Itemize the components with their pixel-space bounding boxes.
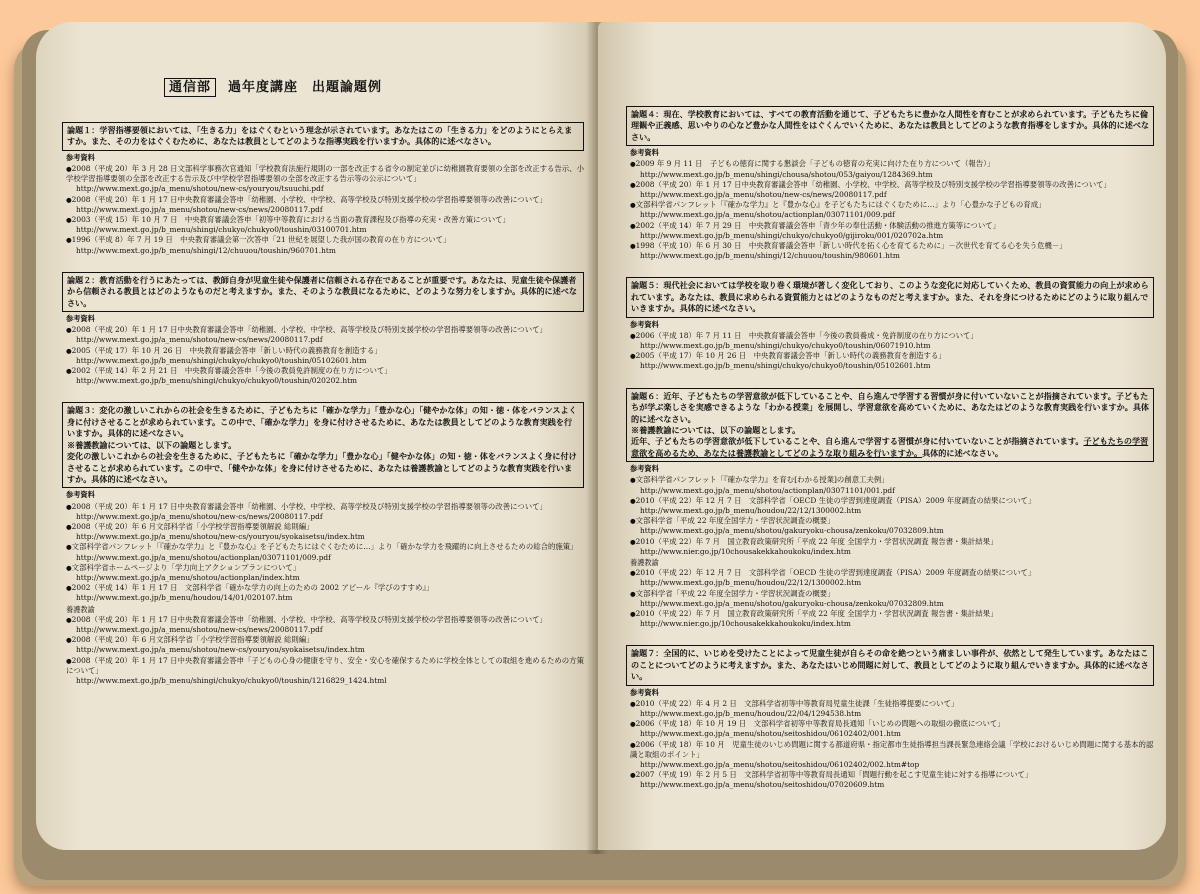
reference-item (66, 563, 584, 583)
reference-text: ● 2008（平成 20）年 3 月 28 日文部科学事務次官通知「学校教育法施行規則の一部を改正する省令の制定並びに幼稚園教育要領の全部を改正する告示、小学校学習指導要領の全部を改正する告示及び中学校学習指導要領の全部を改正する告示等の公示について」 (66, 164, 584, 184)
reference-heading: 参考資料 (630, 464, 659, 474)
reference-item (630, 496, 1154, 516)
reference-item (630, 241, 1154, 261)
reference-url: http://www.mext.go.jp/a_menu/shotou/new-cs/news/20080117.pdf (640, 190, 887, 200)
reference-url: http://www.mext.go.jp/a_menu/shotou/gakuryoku-chousa/zenkoku/07032809.htm (640, 598, 944, 608)
reference-url: http://www.mext.go.jp/a_menu/shotou/gakuryoku-chousa/zenkoku/07032809.htm (640, 526, 944, 536)
reference-item (630, 770, 1154, 790)
reference-item (66, 542, 584, 562)
reference-url: http://www.mext.go.jp/b_menu/shingi/chukyo/chukyo0/toushin/1216829_1424.html (76, 675, 387, 685)
reference-text: ● 2010（平成 22）年 12 月 7 日 文部科学省「OECD 生徒の学習到達度調査（PISA）2009 年度調査の結果について」 (630, 568, 1154, 578)
reference-item (66, 502, 584, 522)
reference-text: ● 文部科学省パンフレット「『確かな学力』を育む[わかる授業]の創意工夫例」 (630, 475, 1154, 485)
reference-item (66, 366, 584, 386)
reference-item (630, 351, 1154, 371)
reference-url: http://www.mext.go.jp/b_menu/houdou/22/04/1294538.htm (640, 709, 862, 718)
reference-url: http://www.nier.go.jp/10chousakekkahoukoku/index.htm (640, 546, 851, 556)
reference-text: ● 2009 年 9 月 11 日 子どもの徳育に関する懇談会「子どもの徳育の充実に向けた在り方について（報告）」 (630, 159, 1154, 169)
reference-url: http://www.mext.go.jp/b_menu/shingi/chukyo/chukyo0/toushin/020202.htm (76, 376, 358, 386)
reference-url: http://www.mext.go.jp/a_menu/shotou/new-cs/youryou/syokaisetsu/index.htm (76, 645, 365, 655)
reference-url: http://www.mext.go.jp/a_menu/shotou/new-cs/news/20080117.pdf (76, 204, 323, 214)
reference-item (66, 235, 584, 255)
reference-url: http://www.mext.go.jp/a_menu/shotou/actionplan/03071101/009.pdf (640, 210, 895, 220)
reference-item (630, 740, 1154, 771)
reference-url: http://www.mext.go.jp/b_menu/shingi/chukyo/chukyo0/toushin/05102601.htm (76, 355, 367, 365)
reference-url: http://www.mext.go.jp/a_menu/shotou/actionplan/03071101/001.pdf (640, 485, 895, 495)
reference-url: http://www.mext.go.jp/b_menu/shingi/chukyo/chukyo0/gijiroku/001/020702a.htm (640, 230, 944, 240)
reference-item (630, 568, 1154, 588)
reference-text: ● 2007（平成 19）年 2 月 5 日 文部科学省初等中等教育局長通知「問題行動を起こす児童生徒に対する指導について」 (630, 770, 1154, 780)
reference-heading: 参考資料 (630, 687, 659, 697)
reference-url: http://www.mext.go.jp/b_menu/shingi/chousa/shotou/053/gaiyou/1284369.htm (640, 169, 933, 179)
reference-text: ● 2010（平成 22）年 7 月 国立教育政策研究所「平成 22 年度 全国学力・学習状況調査 報告書・集計結果」 (630, 537, 1154, 547)
topic-lead: 論題２： (67, 274, 100, 285)
topic-text: 教育活動を行うにあたっては、教師自身が児童生徒や保護者に信頼される存在であることが重要です。あなたは、児童生徒や保護者から信頼される教員とはどのようなものだと考えますか。また、そのような教員になるために、どのような努力をしますか。具体的に述べなさい。 (67, 274, 577, 308)
topic-note: ※養護教諭については、以下の論題とします。 (631, 424, 801, 435)
reference-url: http://www.mext.go.jp/b_menu/shingi/12/chuuou/toushin/980601.htm (640, 251, 900, 261)
reference-item (630, 609, 1154, 629)
reference-item (630, 331, 1154, 351)
reference-text: ● 2008（平成 20）年 1 月 17 日中央教育審議会答申「子どもの心身の健康を守り、安全・安心を確保するために学校全体としての取組を進めるための方策について」 (66, 656, 584, 676)
topic-text-yogo (631, 436, 1149, 459)
reference-url: http://www.nier.go.jp/10chousakekkahoukoku/index.htm (640, 619, 851, 629)
reference-item (630, 159, 1154, 179)
reference-url: http://www.mext.go.jp/b_menu/shingi/chukyo/chukyo0/toushin/05102601.htm (640, 361, 931, 371)
reference-text: ● 2008（平成 20）年 1 月 17 日中央教育審議会答申「幼稚園、小学校、中学校、高等学校及び特別支援学校の学習指導要領等の改善について」 (66, 502, 584, 512)
reference-url: http://www.mext.go.jp/a_menu/shotou/actionplan/03071101/009.pdf (76, 552, 331, 562)
reference-url: http://www.mext.go.jp/b_menu/houdou/14/01/020107.htm (76, 593, 293, 603)
topic-lead: 論題３： (67, 405, 100, 416)
reference-item (66, 615, 584, 635)
reference-item (630, 200, 1154, 220)
topic-box (626, 388, 1154, 462)
reference-text: ● 2006（平成 18）年 7 月 11 日 中央教育審議会答申「今後の教員養成・免許制度の在り方について」 (630, 331, 1154, 341)
reference-url: http://www.mext.go.jp/a_menu/shotou/seitoshidou/07020609.htm (640, 780, 885, 790)
reference-text: ● 文部科学省パンフレット「『確かな学力』と『豊かな心』を子どもたちにはぐくむために…」より「心豊かな子どもの育成」 (630, 200, 1154, 210)
header-badge: 通信部 (164, 78, 216, 97)
topic-text: 学習指導要領においては、「生きる力」をはぐくむという理念が示されています。あなたはこの「生きる力」をどのようにとらえますか。また、その力をはぐくむために、あなたは教員としてどのような指導実践を行いますか。具体的に述べなさい。 (67, 125, 573, 147)
reference-text: ● 1998（平成 10）年 6 月 30 日 中央教育審議会答申「新しい時代を拓く心を育てるために」－次世代を育てる心を失う危機－」 (630, 241, 1154, 251)
reference-text: ● 2010（平成 22）年 4 月 2 日 文部科学省初等中等教育局児童生徒課「生徒指導提要について」 (630, 699, 1154, 709)
reference-url: http://www.mext.go.jp/a_menu/shotou/new-cs/youryou/tsuuchi.pdf (76, 184, 324, 194)
topic-text-yogo-c: 具体的に述べなさい。 (922, 447, 1004, 458)
reference-text: ● 2010（平成 22）年 12 月 7 日 文部科学省「OECD 生徒の学習到達度調査（PISA）2009 年度調査の結果について」 (630, 496, 1154, 506)
topic-text: 近年、子どもたちの学習意欲が低下していることや、自ら進んで学習する習慣が身に付いていないことが指摘されています。子どもたちが学ぶ楽しさを実感できるような「わかる授業」を展開し、学習意欲を高めていくために、あなたはどのような教育実践を行いますか。具体的に述べなさい。 (631, 390, 1150, 424)
topic-lead: 論題１： (67, 125, 100, 135)
topic-text-yogo-b: 子どもたちの学習意欲を高めるため、あなたは養護教諭としてどのような取り組みを行いますか。 (631, 436, 1149, 458)
reference-text: ● 文部科学省ホームページより「学力向上アクションプランについて」 (66, 563, 584, 573)
topic-lead: 論題６： (631, 390, 664, 401)
topic-box (62, 272, 584, 312)
topic-lead: 論題５： (631, 280, 664, 291)
reference-item (630, 699, 1154, 719)
reference-item (630, 180, 1154, 200)
reference-heading: 参考資料 (66, 152, 95, 162)
reference-item (66, 164, 584, 195)
topic-text: 全国的に、いじめを受けたことによって児童生徒が自らその命を絶つという痛ましい事件が、依然として発生しています。あなたはこのことについてどのように考えますか。また、あなたはいじめ問題に対して、教員としてどのように取り組んでいきますか。具体的に述べなさい。 (631, 648, 1149, 682)
reference-url: http://www.mext.go.jp/b_menu/shingi/12/chuuou/toushin/960701.htm (76, 245, 336, 255)
topic-note: ※養護教諭については、以下の論題とします。 (67, 439, 237, 450)
reference-item (66, 635, 584, 655)
topic-lead: 論題７： (631, 648, 664, 659)
reference-url: http://www.mext.go.jp/a_menu/shotou/new-cs/news/20080117.pdf (76, 624, 323, 634)
reference-heading: 参考資料 (66, 490, 95, 500)
header-title: 過年度講座 出題論題例 (228, 80, 383, 95)
reference-item (630, 475, 1154, 495)
reference-item (66, 325, 584, 345)
reference-item (66, 656, 584, 687)
reference-item (630, 221, 1154, 241)
reference-url: http://www.mext.go.jp/b_menu/shingi/chukyo/chukyo0/toushin/06071910.htm (640, 341, 931, 351)
reference-url: http://www.mext.go.jp/a_menu/shotou/new-cs/news/20080117.pdf (76, 511, 323, 521)
reference-subheading: 養護教諭 (630, 557, 659, 567)
topic-text: 現代社会においては学校を取り巻く環境が著しく変化しており、このような変化に対応していくため、教員の資質能力の向上が求められています。あなたは、教員に求められる資質能力とはどのようなものだと考えますか。また、それを身につけるためにどのように取り組んでいきますか。具体的に述べなさい。 (631, 280, 1149, 314)
reference-item (630, 589, 1154, 609)
reference-text: ● 2005（平成 17）年 10 月 26 日 中央教育審議会答申「新しい時代の義務教育を創造する」 (630, 351, 1154, 361)
reference-text: ● 2002（平成 14）年 7 月 29 日 中央教育審議会答申「青少年の奉仕活動・体験活動の推進方策等について」 (630, 221, 1154, 231)
reference-url: http://www.mext.go.jp/b_menu/shingi/chukyo/chukyo0/toushin/03100701.htm (76, 225, 367, 235)
reference-text: ● 文部科学省「平成 22 年度全国学力・学習状況調査の概要」 (630, 589, 1154, 599)
reference-text: ● 2006（平成 18）年 10 月 児童生徒のいじめ問題に関する都道府県・指定都市生徒指導担当課長緊急連絡会議「学校におけるいじめ問題に関する基本的認識と取組のポイント」 (630, 740, 1154, 760)
reference-item (66, 195, 584, 215)
reference-item (630, 516, 1154, 536)
topic-text-yogo-a: 近年、子どもたちの学習意欲が低下していることや、自ら進んで学習する習慣が身に付いていないことが指摘されています。 (631, 436, 1084, 447)
left-page-content (62, 122, 584, 686)
reference-url: http://www.mext.go.jp/a_menu/shotou/seitoshidou/06102402/002.htm#top (640, 760, 920, 770)
reference-item (630, 719, 1154, 739)
reference-text: ● 1996（平成 8）年 7 月 19 日 中央教育審議会第一次答申「21 世紀を展望した我が国の教育の在り方について」 (66, 235, 584, 245)
topic-box (62, 402, 584, 488)
reference-text: ● 2006（平成 18）年 10 月 19 日 文部科学省初等中等教育局長通知「いじめの問題への取組の徹底について」 (630, 719, 1154, 729)
topic-box (626, 277, 1154, 317)
reference-url: http://www.mext.go.jp/a_menu/shotou/seitoshidou/06102402/001.htm (640, 729, 901, 739)
reference-url: http://www.mext.go.jp/b_menu/houdou/22/12/1300002.htm (640, 578, 862, 588)
reference-item (630, 537, 1154, 557)
reference-heading: 参考資料 (630, 319, 659, 329)
topic-lead: 論題４： (631, 109, 664, 119)
reference-url: http://www.mext.go.jp/b_menu/houdou/22/12/1300002.htm (640, 505, 862, 515)
page-title (164, 76, 382, 95)
reference-text: ● 2010（平成 22）年 7 月 国立教育政策研究所「平成 22 年度 全国学力・学習状況調査 報告書・集計結果」 (630, 609, 1154, 619)
reference-text: ● 2008（平成 20）年 1 月 17 日中央教育審議会答申「幼稚園、小学校、中学校、高等学校及び特別支援学校の学習指導要領等の改善について」 (66, 615, 584, 625)
reference-text: ● 2008（平成 20）年 1 月 17 日中央教育審議会答申「幼稚園、小学校、中学校、高等学校及び特別支援学校の学習指導要領等の改善について」 (630, 180, 1154, 190)
reference-text: ● 2008（平成 20）年 1 月 17 日中央教育審議会答申「幼稚園、小学校、中学校、高等学校及び特別支援学校の学習指導要領等の改善について」 (66, 325, 584, 335)
topic-box (626, 645, 1154, 685)
reference-text: ● 文部科学省パンフレット「『確かな学力』と『豊かな心』を子どもたちにはぐくむために…」より「確かな学力を飛躍的に向上させるための総合的施策」 (66, 542, 584, 552)
reference-text: ● 2005（平成 17）年 10 月 26 日 中央教育審議会答申「新しい時代の義務教育を創造する」 (66, 346, 584, 356)
reference-item (66, 215, 584, 235)
reference-subheading: 養護教諭 (66, 604, 95, 614)
reference-url: http://www.mext.go.jp/a_menu/shotou/new-cs/youryou/syokaisetsu/index.htm (76, 532, 365, 542)
right-page-content (626, 106, 1154, 791)
topic-box (62, 122, 584, 151)
reference-text: ● 2003（平成 15）年 10 月 7 日 中央教育審議会答申「初等中等教育における当面の教育課程及び指導の充実・改善方策について」 (66, 215, 584, 225)
reference-item (66, 583, 584, 603)
reference-item (66, 522, 584, 542)
reference-text: ● 2008（平成 20）年 6 月文部科学省「小学校学習指導要領解説 総則編」 (66, 635, 584, 645)
reference-text: ● 2002（平成 14）年 2 月 21 日 中央教育審議会答申「今後の教員免許制度の在り方について」 (66, 366, 584, 376)
topic-text-yogo: 変化の激しいこれからの社会を生きるために、子どもたちに「確かな学力」「豊かな心」「健やかな体」の知・徳・体をバランスよく身に付けさせることが求められています。この中で、「健やかな体」を身に付けさせるために、あなたは養護教諭としてどのような教育実践を行いますか。具体的に述べなさい。 (67, 451, 577, 484)
topic-box (626, 106, 1154, 146)
reference-text: ● 2002（平成 14）年 1 月 17 日 文部科学省「確かな学力の向上のための 2002 アピール『学びのすすめ』」 (66, 583, 584, 593)
reference-url: http://www.mext.go.jp/a_menu/shotou/actionplan/index.htm (76, 572, 300, 582)
reference-text: ● 2008（平成 20）年 1 月 17 日中央教育審議会答申「幼稚園、小学校、中学校、高等学校及び特別支援学校の学習指導要領等の改善について」 (66, 195, 584, 205)
topic-text: 変化の激しいこれからの社会を生きるために、子どもたちに「確かな学力」「豊かな心」「健やかな体」の知・徳・体をバランスよく身に付けさせることが求められています。この中で、「確かな学力」を身に付けさせるために、あなたは教員としてどのような教育実践を行いますか。具体的に述べなさい。 (67, 405, 577, 439)
reference-heading: 参考資料 (630, 148, 659, 158)
reference-url: http://www.mext.go.jp/a_menu/shotou/new-cs/news/20080117.pdf (76, 335, 323, 345)
reference-item (66, 346, 584, 366)
topic-text: 現在、学校教育においては、すべての教育活動を通じて、子どもたちに豊かな人間性を育むことが求められています。子どもたちに倫理観や正義感、思いやりの心など豊かな人間性をはぐくんでいくために、あなたは教員としてどのような教育指導をしますか。具体的に述べなさい。 (631, 109, 1150, 142)
reference-text: ● 文部科学省「平成 22 年度全国学力・学習状況調査の概要」 (630, 516, 1154, 526)
reference-text: ● 2008（平成 20）年 6 月文部科学省「小学校学習指導要領解説 総則編」 (66, 522, 584, 532)
reference-heading: 参考資料 (66, 314, 95, 324)
